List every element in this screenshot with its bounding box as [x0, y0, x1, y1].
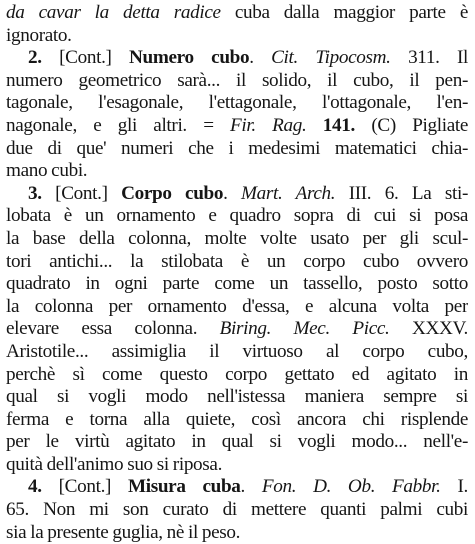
entry-headword: Corpo cubo [121, 182, 224, 204]
entry-3-heading-line: 3. [Cont.] Corpo cubo. Mart. Arch. III. 6. La sti- [28, 182, 468, 204]
text-span: (C) Pigliate [371, 114, 468, 136]
text-line: la colonna per ornamento d'essa, e alcuna volta per [6, 295, 468, 317]
text-line: perchè sì come questo corpo gettato ed agitato in [6, 363, 468, 385]
text-line: Aristotile... assimiglia il virtuoso al corpo cubo, [6, 340, 468, 362]
entry-number: 2. [28, 47, 42, 69]
citation: Mart. Arch. [241, 182, 336, 204]
text-line: quadrato in ogni parte come un tassello, posto sotto [6, 273, 468, 295]
text-line [6, 318, 468, 341]
entry-2-heading-line: 2. [Cont.] Numero cubo. Cit. Tipocosm. 311. Il [28, 47, 468, 69]
citation-ref: I. [457, 476, 468, 498]
text-line: qual si vogli modo nell'istessa maniera sempre si [6, 386, 468, 408]
entry-headword: Numero cubo [129, 47, 250, 69]
text-line: lobata è un ornamento e quadro sopra di cui si posa [6, 205, 468, 227]
citation: Cit. Tipocosm. [271, 47, 391, 69]
citation: Fir. Rag. [230, 114, 307, 136]
text-line: tagonale, l'esagonale, l'ettagonale, l'ottagonale, l'en- [6, 92, 468, 114]
text-span: cuba dalla maggior parte è [234, 2, 468, 23]
citation-number: 141. [322, 114, 355, 136]
citation-ref: XXXV. [411, 318, 468, 340]
text-line: due di que' numeri che i medesimi matematici chia- [6, 137, 468, 159]
text-line: ignorato. [6, 24, 72, 46]
text-line: la base della colonna, molte volte usato per gli scul- [6, 227, 468, 249]
text-line: 65. Non mi son curato di mettere quanti palmi cubi [6, 499, 468, 521]
citation-ref: III. 6. La sti- [348, 182, 468, 204]
text-line [6, 2, 468, 25]
citation-ref: 311. Il [408, 47, 468, 69]
entry-headword: Misura cuba [127, 476, 241, 498]
text-span: nagonale, e gli altri. = [6, 114, 231, 136]
cont-tag: [Cont.] [58, 476, 112, 498]
text-line: ferma e torna alla quiete, così ancora chi risplende [6, 408, 468, 430]
italic-phrase: da cavar la detta radice [6, 2, 221, 23]
text-line: quità dell'animo suo si riposa. [6, 453, 223, 475]
text-line: tori antichi... la stilobata è un corpo cubo ovvero [6, 250, 468, 272]
entry-4-heading-line: 4. [Cont.] Misura cuba. Fon. D. Ob. Fabbr. I. [28, 476, 468, 498]
cont-tag: [Cont.] [59, 47, 112, 69]
entry-number: 4. [28, 476, 42, 498]
text-span: elevare essa colonna. [6, 318, 198, 340]
text-line: numero geometrico sarà... il solido, il cubo, il pen- [6, 69, 468, 91]
text-line: sia la presente guglia, nè il peso. [6, 521, 241, 543]
dictionary-page [6, 2, 468, 544]
citation: Fon. D. Ob. Fabbr. [261, 476, 441, 498]
text-line [6, 115, 468, 138]
text-line: per le virtù agitato in qual si vogli modo... nell'e- [6, 431, 468, 453]
entry-number: 3. [28, 182, 42, 204]
cont-tag: [Cont.] [55, 182, 108, 204]
text-line: mano cubi. [6, 160, 88, 182]
citation: Biring. Mec. Picc. [219, 318, 390, 340]
